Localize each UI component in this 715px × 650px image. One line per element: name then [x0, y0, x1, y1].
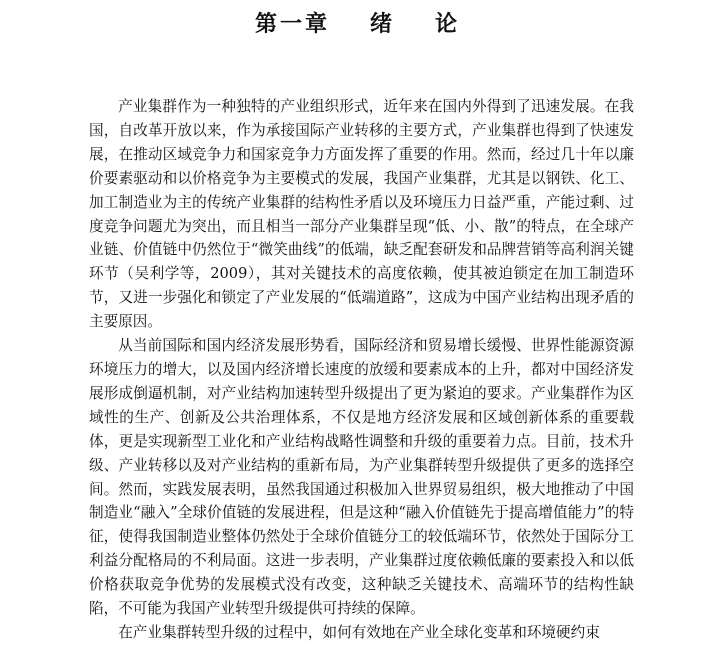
paragraph-3: 在产业集群转型升级的过程中，如何有效地在产业全球化变革和环境硬约束: [118, 623, 600, 641]
chapter-number: 第一章: [254, 11, 330, 37]
paragraph-1: 产业集群作为一种独特的产业组织形式，近年来在国内外得到了迅速发展。在我国，自改革开放以来，作为承接国际产业转移的主要方式，产业集群也得到了快速发展，在推动区域竞争力和国家竞争力方面发挥了重要的作用。然而，经过几十年以廉价要素驱动和以价格竞争为主要模式的发展，我国产业集群，尤其是以钢铁、化工、加工制造业为主的传统产业集群的结构性矛盾以及环境压力日益严重，产能过剩、过度竞争问题尤为突出，而且相当一部分产业集群呈现“低、小、散”的特点，在全球产业链、价值链中仍然位于“微笑曲线”的低端，缺乏配套研发和品牌营销等高利润关键环节（吴利学等，2009），其对关键技术的高度依赖，使其被迫锁定在加工制造环节，又进一步强化和锁定了产业发展的“低端道路”，这成为中国产业结构出现矛盾的主要原因。: [89, 98, 634, 331]
chapter-title: [0, 10, 715, 38]
body-text: [89, 95, 634, 645]
chapter-title-char-1: 绪: [369, 11, 395, 37]
paragraph-2: 从当前国际和国内经济发展形势看，国际经济和贸易增长缓慢、世界性能源资源环境压力的增大，以及国内经济增长速度的放缓和要素成本的上升，都对中国经济发展形成倒逼机制，对产业结构加速转型升级提出了更为紧迫的要求。产业集群作为区域性的生产、创新及公共治理体系，不仅是地方经济发展和区域创新体系的重要载体，更是实现新型工业化和产业结构战略性调整和升级的重要着力点。目前，技术升级、产业转移以及对产业结构的重新布局，为产业集群转型升级提供了更多的选择空间。然而，实践发展表明，虽然我国通过积极加入世界贸易组织，极大地推动了中国制造业“融入”全球价值链的发展进程，但是这种“融入价值链先于提高增值能力”的特征，使得我国制造业整体仍然处于全球价值链分工的较低端环节，依然处于国际分工利益分配格局的不利局面。这进一步表明，产业集群过度依赖低廉的要素投入和以低价格获取竞争优势的发展模式没有改变，这种缺乏关键技术、高端环节的结构性缺陷，不可能为我国产业转型升级提供可持续的保障。: [89, 337, 634, 618]
chapter-title-char-2: 论: [435, 11, 461, 37]
